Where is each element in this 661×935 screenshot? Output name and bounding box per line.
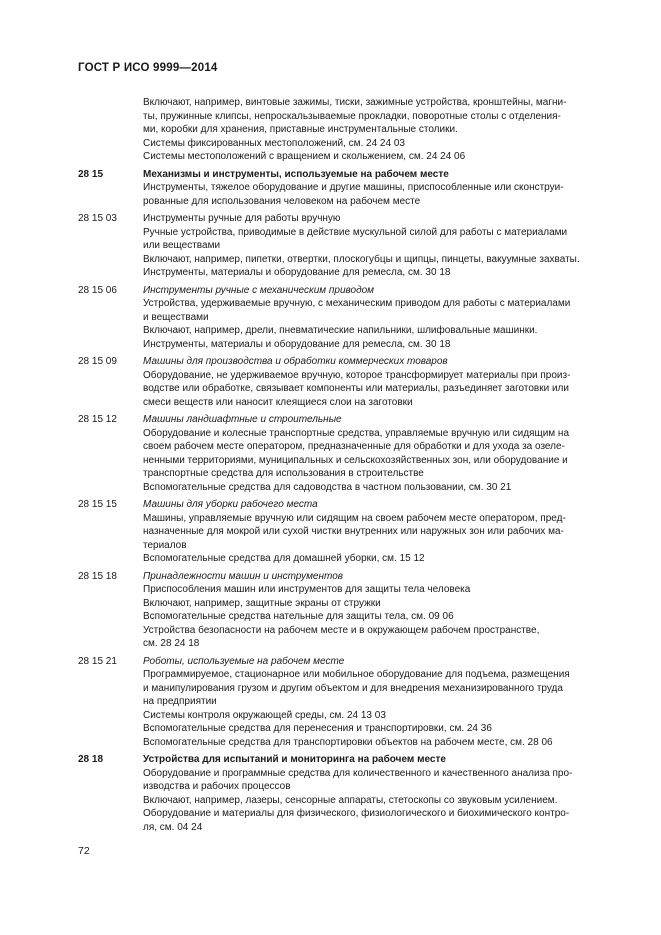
- entry-body: [143, 498, 618, 566]
- entry-line: см. 28 24 18: [143, 638, 200, 649]
- entry-body: [143, 570, 618, 651]
- classification-entry: [78, 570, 618, 651]
- entry-title: Машины ландшафтные и строительные: [143, 414, 342, 425]
- entry-line: Вспомогательные средства для домашней уборки, см. 15 12: [143, 553, 425, 564]
- entry-line: смеси веществ или наносит клеящиеся слои на заготовки: [143, 396, 413, 408]
- entry-line: назначенные для мокрой или сухой чистки внутренних или наружных зон или рабочих ма-: [143, 526, 564, 537]
- entry-body: [143, 284, 618, 352]
- entry-code: 28 15 21: [78, 655, 117, 667]
- entry-line: Системы фиксированных местоположений, см. 24 24 03: [143, 137, 405, 149]
- entry-title: Машины для уборки рабочего места: [143, 499, 318, 510]
- entry-body: [143, 355, 618, 409]
- classification-entry: [78, 498, 618, 566]
- entry-line: Вспомогательные средства для перенесения и транспортировки, см. 24 36: [143, 723, 492, 734]
- entry-line: Оборудование, не удерживаемое вручную, которое трансформирует материалы при произ-: [143, 369, 571, 381]
- entry-body: [143, 96, 618, 164]
- classification-entry: [78, 655, 618, 750]
- entry-title: Принадлежности машин и инструментов: [143, 570, 343, 582]
- entry-line: Машины, управляемые вручную или сидящим на своем рабочем месте оператором, пред-: [143, 512, 566, 524]
- entry-line: Оборудование и колесные транспортные средства, управляемые вручную или сидящим на: [143, 427, 570, 439]
- entry-line: Включают, например, винтовые зажимы, тиски, зажимные устройства, кронштейны, магни-: [143, 97, 567, 108]
- classification-entry: [78, 284, 618, 352]
- entry-code: 28 15 18: [78, 570, 117, 582]
- entry-line: Инструменты, материалы и оборудование для ремесла, см. 30 18: [143, 267, 451, 278]
- entry-line: Инструменты, тяжелое оборудование и другие машины, приспособленные или сконструи-: [143, 182, 564, 193]
- entry-line: Системы местоположений с вращением и скольжением, см. 24 24 06: [143, 151, 466, 162]
- entry-line: ненными территориями, муниципальных и сельскохозяйственных зон, или оборудование и: [143, 454, 568, 466]
- entry-line: Приспособления машин или инструментов для защиты тела человека: [143, 584, 471, 595]
- entry-line: ля, см. 04 24: [143, 821, 203, 833]
- classification-entry: [78, 355, 618, 409]
- entry-line: Вспомогательные средства для садоводства в частном пользовании, см. 30 21: [143, 481, 512, 493]
- entry-line: своем рабочем месте оператором, предназначенные для обработки и для ухода за озеле-: [143, 441, 565, 452]
- classification-entry: [78, 212, 618, 280]
- entry-line: рованные для использования человеком на рабочем месте: [143, 195, 421, 207]
- entry-line: ты, пружинные клипсы, непроскальзываемые прокладки, поворотные столы с отделения-: [143, 110, 561, 122]
- entry-line: Включают, например, пипетки, отвертки, плоскогубцы и щипцы, пинцеты, вакуумные захваты.: [143, 253, 580, 265]
- page-number: 72: [78, 845, 90, 857]
- classification-entry: [78, 753, 618, 834]
- entry-line: Включают, например, лазеры, сенсорные аппараты, стетоскопы со звуковым усилением.: [143, 794, 558, 806]
- entry-line: на предприятии: [143, 696, 217, 707]
- entry-body: [143, 168, 618, 209]
- classification-entry: [78, 413, 618, 494]
- entry-line: и веществами: [143, 311, 209, 323]
- entry-code: 28 15 09: [78, 356, 117, 367]
- entry-line: Вспомогательные средства нательные для защиты тела, см. 09 06: [143, 611, 454, 622]
- entry-title: Роботы, используемые на рабочем месте: [143, 655, 345, 667]
- entry-body: [143, 212, 618, 280]
- entry-code: 28 15 12: [78, 414, 117, 425]
- entry-line: Инструменты, материалы и оборудование для ремесла, см. 30 18: [143, 338, 451, 350]
- entry-line: Программируемое, стационарное или мобильное оборудование для подъема, размещения: [143, 669, 570, 680]
- entry-title: Устройства для испытаний и мониторинга на рабочем месте: [143, 754, 446, 765]
- entry-line: водстве или обработке, связывает компоненты или материалы, разъединяет заготовки или: [143, 383, 569, 394]
- entry-code: [78, 96, 143, 164]
- entry-line: или веществами: [143, 240, 221, 251]
- classification-entry: [78, 96, 618, 164]
- entry-code: 28 15 03: [78, 213, 117, 224]
- entry-line: Вспомогательные средства для транспортировки объектов на рабочем месте, см. 28 06: [143, 736, 553, 748]
- entry-line: Оборудование и программные средства для количественного и качественного анализа про-: [143, 767, 573, 779]
- entry-line: Оборудование и материалы для физического, физиологического и биохимического контро-: [143, 808, 570, 819]
- entry-code: 28 15: [78, 168, 104, 180]
- entry-line: ми, коробки для хранения, приставные инструментальные столики.: [143, 124, 458, 135]
- entry-code: 28 15 15: [78, 499, 117, 510]
- entry-title: Инструменты ручные с механическим приводом: [143, 284, 375, 296]
- entry-line: Включают, например, дрели, пневматические напильники, шлифовальные машинки.: [143, 325, 538, 336]
- entry-title: Машины для производства и обработки коммерческих товаров: [143, 356, 448, 367]
- entry-line: териалов: [143, 539, 187, 551]
- entry-body: [143, 413, 618, 494]
- entry-line: Устройства, удерживаемые вручную, с механическим приводом для работы с материалами: [143, 298, 571, 309]
- entry-title: Инструменты ручные для работы вручную: [143, 213, 341, 224]
- entry-line: транспортные средства для использования в строительстве: [143, 468, 424, 479]
- document-header: ГОСТ Р ИСО 9999—2014: [78, 62, 218, 74]
- entry-title: Механизмы и инструменты, используемые на рабочем месте: [143, 168, 449, 180]
- entry-line: Включают, например, защитные экраны от стружки: [143, 597, 381, 609]
- entry-line: Системы контроля окружающей среды, см. 24 13 03: [143, 709, 386, 721]
- entry-line: изводства и рабочих процессов: [143, 781, 291, 792]
- entry-line: Устройства безопасности на рабочем месте и в окружающем рабочем пространстве,: [143, 624, 540, 636]
- entry-line: и манипулирования грузом и другим объектом и для внедрения механизированного труда: [143, 682, 563, 694]
- classification-entry: [78, 168, 618, 209]
- entry-code: 28 18: [78, 754, 104, 765]
- entry-body: [143, 753, 618, 834]
- entry-body: [143, 655, 618, 750]
- entry-line: Ручные устройства, приводимые в действие мускульной силой для работы с материалами: [143, 226, 568, 238]
- document-body: [78, 96, 618, 838]
- entry-code: 28 15 06: [78, 284, 117, 296]
